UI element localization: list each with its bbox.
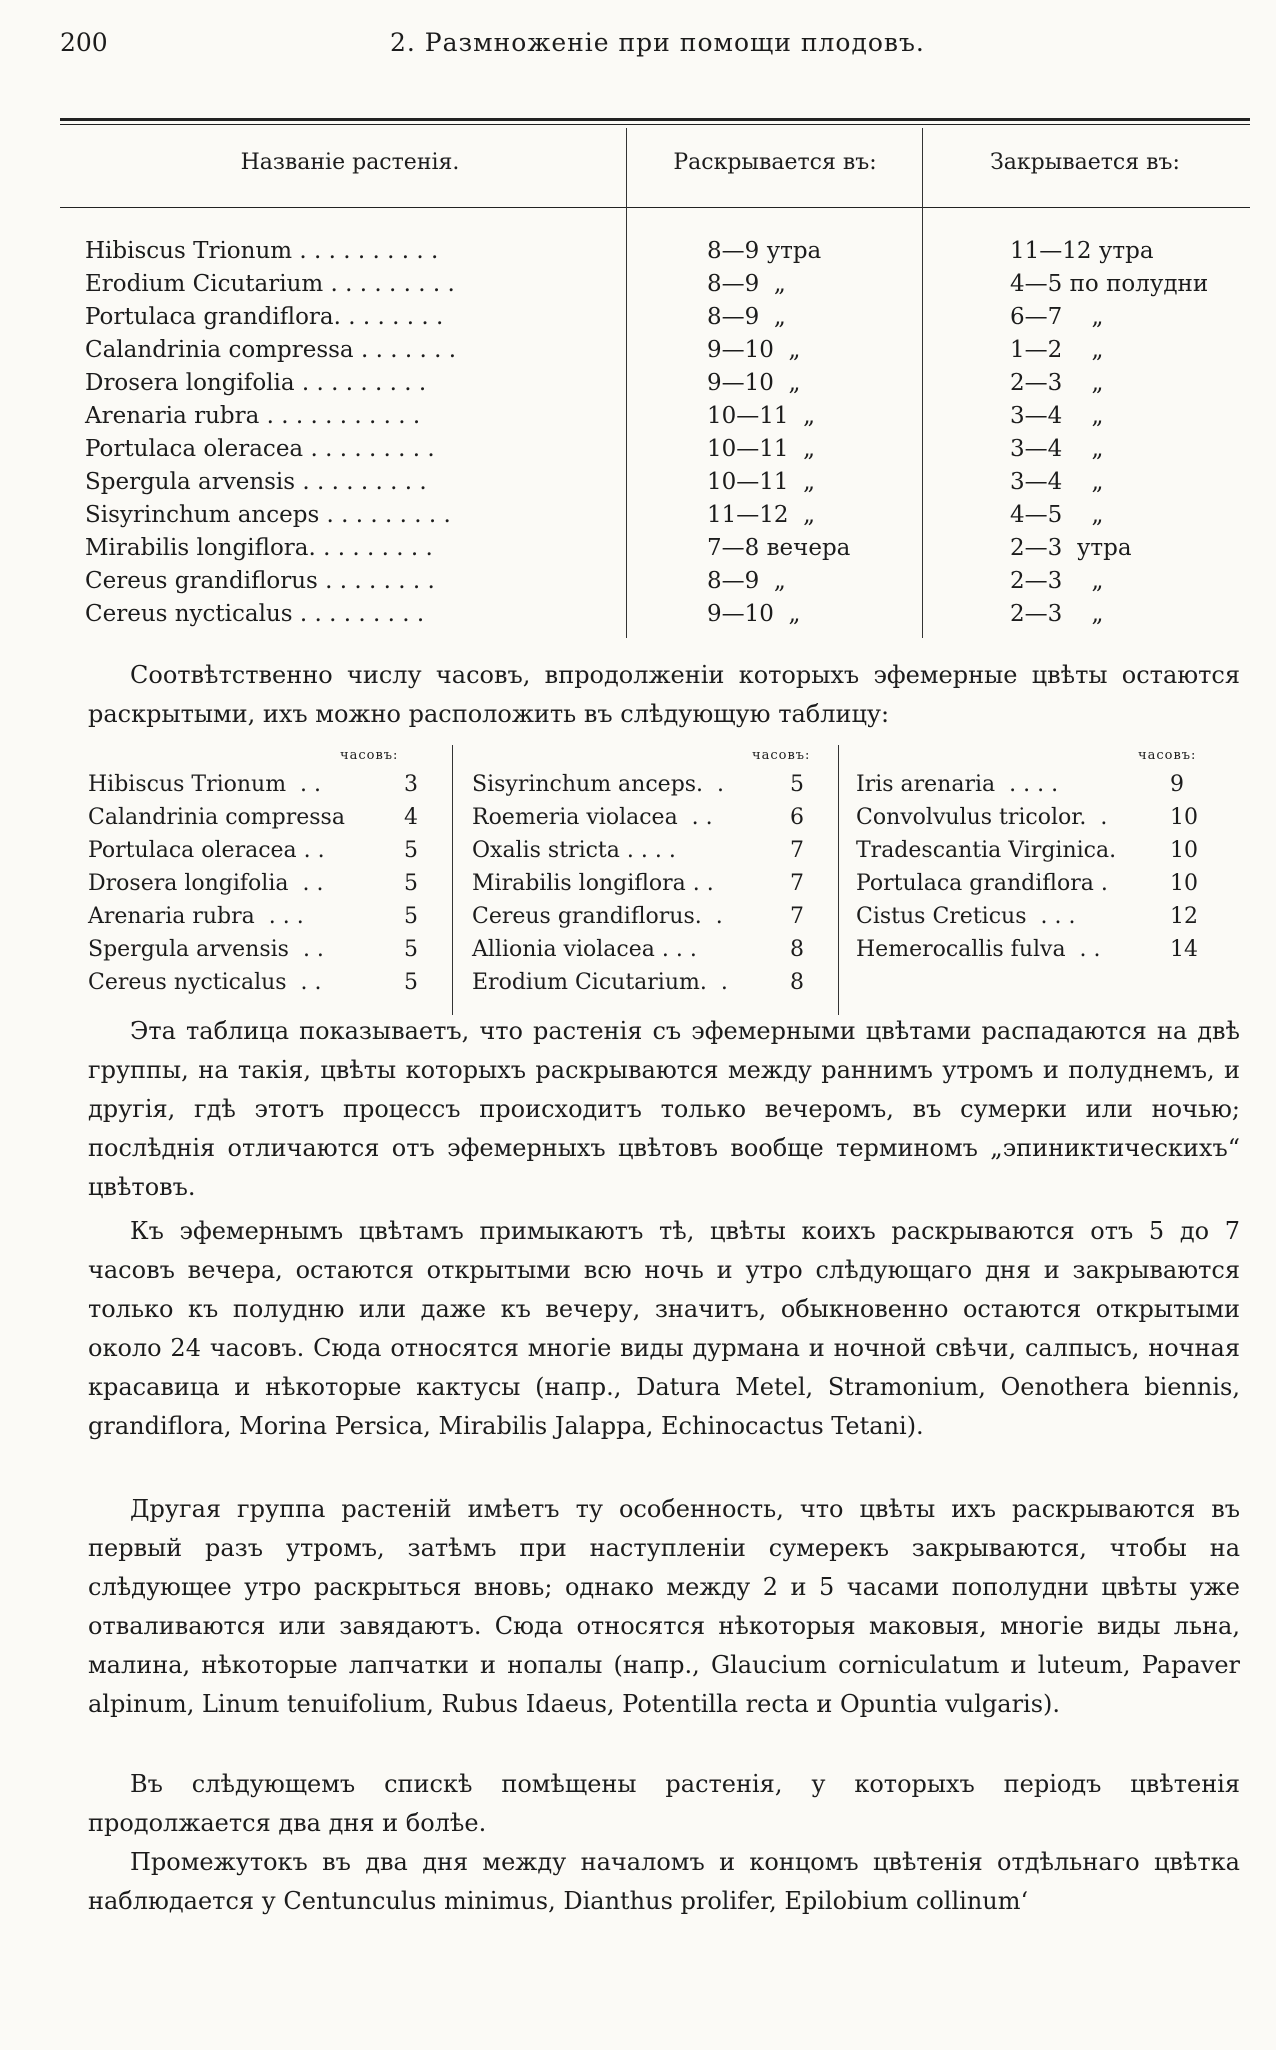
- plant-name: Arenaria rubra . . .: [88, 904, 304, 929]
- table-row: [0, 535, 1276, 568]
- table-row: [0, 238, 1276, 271]
- plant-name: Portulaca oleracea . . . . . . . . .: [85, 436, 435, 462]
- open-time: 10—11 „: [707, 436, 816, 462]
- hours-value: 5: [404, 838, 418, 863]
- hours-value: 10: [1170, 838, 1198, 863]
- open-time: 8—9 „: [707, 568, 786, 594]
- hours-value: 8: [790, 970, 804, 995]
- open-time: 9—10 „: [707, 337, 801, 363]
- list-item: [472, 904, 723, 937]
- open-time: 8—9 „: [707, 304, 786, 330]
- table2-divider-1: [452, 745, 453, 1015]
- table1-top-rule: [60, 118, 1250, 121]
- list-item: [88, 871, 323, 904]
- close-time: 2—3 „: [1010, 601, 1104, 627]
- plant-name: Sisyrinchum anceps. .: [472, 772, 725, 797]
- close-time: 2—3 „: [1010, 370, 1104, 396]
- hours-value: 5: [404, 970, 418, 995]
- table2-unit-label-1: часовъ:: [340, 748, 399, 763]
- plant-name: Oxalis stricta . . . .: [472, 838, 676, 863]
- plant-name: Mirabilis longiflora . .: [472, 871, 714, 896]
- paragraph-groups: Эта таблица показываетъ, что растенія съ эфемерными цвѣтами распадаются на двѣ группы, на такія, цвѣты которыхъ раскрываются между раннимъ утромъ и полуднемъ, и другія, гдѣ этотъ процессъ происходитъ только вечеромъ, въ сумерки или ночью; послѣднія отличаются отъ эфемерныхъ цвѣтовъ вообще терминомъ „эпиниктическихъ“ цвѣтовъ.: [88, 1017, 1240, 1201]
- list-item: [472, 838, 676, 871]
- close-time: 3—4 „: [1010, 469, 1104, 495]
- open-time: 7—8 вечера: [707, 535, 851, 561]
- plant-name: Allionia violacea . . .: [472, 937, 697, 962]
- table-row: [0, 601, 1276, 634]
- plant-name: Tradescantia Virginica.: [856, 838, 1117, 863]
- hours-value: 5: [404, 937, 418, 962]
- hours-value: 5: [404, 871, 418, 896]
- open-time: 11—12 „: [707, 502, 816, 528]
- table1-header-name: Названіе растенія.: [240, 150, 460, 175]
- paragraph-two-days: Промежутокъ въ два дня между началомъ и концомъ цвѣтенія отдѣльнаго цвѣтка наблюдается у Centunculus minimus, Dianthus prolifer, Epilobium collinum‘: [88, 1848, 1240, 1915]
- open-time: 10—11 „: [707, 469, 816, 495]
- open-time: 9—10 „: [707, 370, 801, 396]
- table1-header-open: Раскрывается въ:: [673, 150, 877, 175]
- table-row: [0, 304, 1276, 337]
- close-time: 3—4 „: [1010, 403, 1104, 429]
- list-item: [856, 838, 1116, 871]
- hours-value: 6: [790, 805, 804, 830]
- list-item: [88, 904, 304, 937]
- hours-value: 10: [1170, 805, 1198, 830]
- plant-name: Calandrinia compressa . . . . . . .: [85, 337, 456, 363]
- list-item: [88, 838, 325, 871]
- list-item: [856, 904, 1075, 937]
- plant-name: Cereus nycticalus . . . . . . . . .: [85, 601, 425, 627]
- paragraph-list-intro: Въ слѣдующемъ спискѣ помѣщены растенія, у которыхъ періодъ цвѣтенія продолжается два дня и болѣе.: [88, 1770, 1240, 1837]
- hours-value: 3: [404, 772, 418, 797]
- table2-divider-2: [838, 745, 839, 1015]
- list-item: [88, 937, 324, 970]
- list-item: [472, 871, 714, 904]
- chapter-title: 2. Размноженіе при помощи плодовъ.: [390, 28, 925, 57]
- running-header: [60, 28, 1216, 68]
- plant-name: Spergula arvensis . .: [88, 937, 324, 962]
- plant-name: Roemeria violacea . .: [472, 805, 713, 830]
- plant-name: Mirabilis longiflora. . . . . . . . .: [85, 535, 433, 561]
- hours-value: 9: [1170, 772, 1184, 797]
- close-time: 4—5 по полудни: [1010, 271, 1209, 297]
- hours-value: 14: [1170, 937, 1198, 962]
- plant-name: Arenaria rubra . . . . . . . . . . .: [85, 403, 421, 429]
- plant-name: Cereus grandiflorus. .: [472, 904, 723, 929]
- table1-header-rule: [60, 207, 1250, 208]
- close-time: 2—3 „: [1010, 568, 1104, 594]
- close-time: 6—7 „: [1010, 304, 1104, 330]
- close-time: 3—4 „: [1010, 436, 1104, 462]
- plant-name: Hemerocallis fulva . .: [856, 937, 1101, 962]
- plant-name: Cistus Creticus . . .: [856, 904, 1076, 929]
- table-row: [0, 403, 1276, 436]
- list-item: [88, 805, 345, 838]
- list-item: [88, 970, 322, 1003]
- list-item: [88, 772, 321, 805]
- hours-value: 5: [404, 904, 418, 929]
- paragraph-morning-flowers: Другая группа растеній имѣетъ ту особенность, что цвѣты ихъ раскрываются въ первый разъ утромъ, затѣмъ при наступленіи сумерекъ закрываются, чтобы на слѣдующее утро раскрыться вновь; однако между 2 и 5 часами пополудни цвѣты уже отваливаются или завядаютъ. Сюда относятся нѣкоторыя маковыя, многіе виды льна, малина, нѣкоторые лапчатки и нопалы (напр., Glaucium corniculatum и luteum, Papaver alpinum, Linum tenuifolium, Rubus Idaeus, Potentilla recta и Opuntia vulgaris).: [88, 1495, 1240, 1718]
- hours-value: 7: [790, 904, 804, 929]
- table-row: [0, 370, 1276, 403]
- plant-name: Spergula arvensis . . . . . . . . .: [85, 469, 427, 495]
- plant-name: Portulaca grandiflora .: [856, 871, 1108, 896]
- plant-name: Drosera longifolia . . . . . . . . .: [85, 370, 427, 396]
- close-time: 4—5 „: [1010, 502, 1104, 528]
- plant-name: Hibiscus Trionum . .: [88, 772, 322, 797]
- open-time: 8—9 утра: [707, 238, 822, 264]
- plant-name: Erodium Cicutarium. .: [472, 970, 728, 995]
- hours-value: 4: [404, 805, 418, 830]
- list-item: [856, 772, 1058, 805]
- plant-name: Iris arenaria . . . .: [856, 772, 1059, 797]
- hours-value: 8: [790, 937, 804, 962]
- table1-top-rule-thin: [60, 124, 1250, 125]
- close-time: 1—2 „: [1010, 337, 1104, 363]
- plant-name: Calandrinia compressa: [88, 805, 345, 830]
- plant-name: Hibiscus Trionum . . . . . . . . . .: [85, 238, 439, 264]
- hours-value: 5: [790, 772, 804, 797]
- open-time: 10—11 „: [707, 403, 816, 429]
- list-item: [856, 937, 1101, 970]
- table-row: [0, 337, 1276, 370]
- hours-value: 7: [790, 838, 804, 863]
- list-item: [472, 970, 728, 1003]
- open-time: 9—10 „: [707, 601, 801, 627]
- page-number: 200: [60, 28, 108, 57]
- plant-name: Portulaca grandiflora. . . . . . . .: [85, 304, 444, 330]
- table-row: [0, 469, 1276, 502]
- table-row: [0, 271, 1276, 304]
- plant-name: Convolvulus tricolor. .: [856, 805, 1108, 830]
- paragraph-evening-flowers: Къ эфемернымъ цвѣтамъ примыкаютъ тѣ, цвѣты коихъ раскрываются отъ 5 до 7 часовъ вечера, остаются открытыми всю ночь и утро слѣдующаго дня и закрываются только къ полудню или даже къ вечеру, значитъ, обыкновенно остаются открытыми около 24 часовъ. Сюда относятся многіе виды дурмана и ночной свѣчи, салпысъ, ночная красавица и нѣкоторые кактусы (напр., Datura Metel, Stramonium, Oenothera biennis, grandiflora, Morina Persica, Mirabilis Jalappa, Echinocactus Tetani).: [88, 1217, 1240, 1440]
- plant-name: Erodium Cicutarium . . . . . . . . .: [85, 271, 455, 297]
- table1-header-close: Закрывается въ:: [990, 150, 1180, 175]
- list-item: [472, 805, 713, 838]
- table2-unit-label-3: часовъ:: [1138, 748, 1197, 763]
- hours-value: 10: [1170, 871, 1198, 896]
- table-row: [0, 568, 1276, 601]
- plant-name: Portulaca oleracea . .: [88, 838, 325, 863]
- list-item: [856, 871, 1108, 904]
- table-row: [0, 502, 1276, 535]
- close-time: 2—3 утра: [1010, 535, 1132, 561]
- plant-name: Sisyrinchum anceps . . . . . . . . .: [85, 502, 451, 528]
- list-item: [856, 805, 1107, 838]
- list-item: [472, 937, 697, 970]
- paragraph-intro: Соотвѣтственно числу часовъ, впродолженіи которыхъ эфемерные цвѣты остаются раскрытыми, ихъ можно расположить въ слѣдующую таблицу:: [88, 661, 1240, 728]
- plant-name: Cereus nycticalus . .: [88, 970, 322, 995]
- open-time: 8—9 „: [707, 271, 786, 297]
- plant-name: Drosera longifolia . .: [88, 871, 324, 896]
- list-item: [472, 772, 724, 805]
- hours-value: 7: [790, 871, 804, 896]
- hours-value: 12: [1170, 904, 1198, 929]
- table2-unit-label-2: часовъ:: [752, 748, 811, 763]
- close-time: 11—12 утра: [1010, 238, 1154, 264]
- table-row: [0, 436, 1276, 469]
- plant-name: Cereus grandiflorus . . . . . . . .: [85, 568, 435, 594]
